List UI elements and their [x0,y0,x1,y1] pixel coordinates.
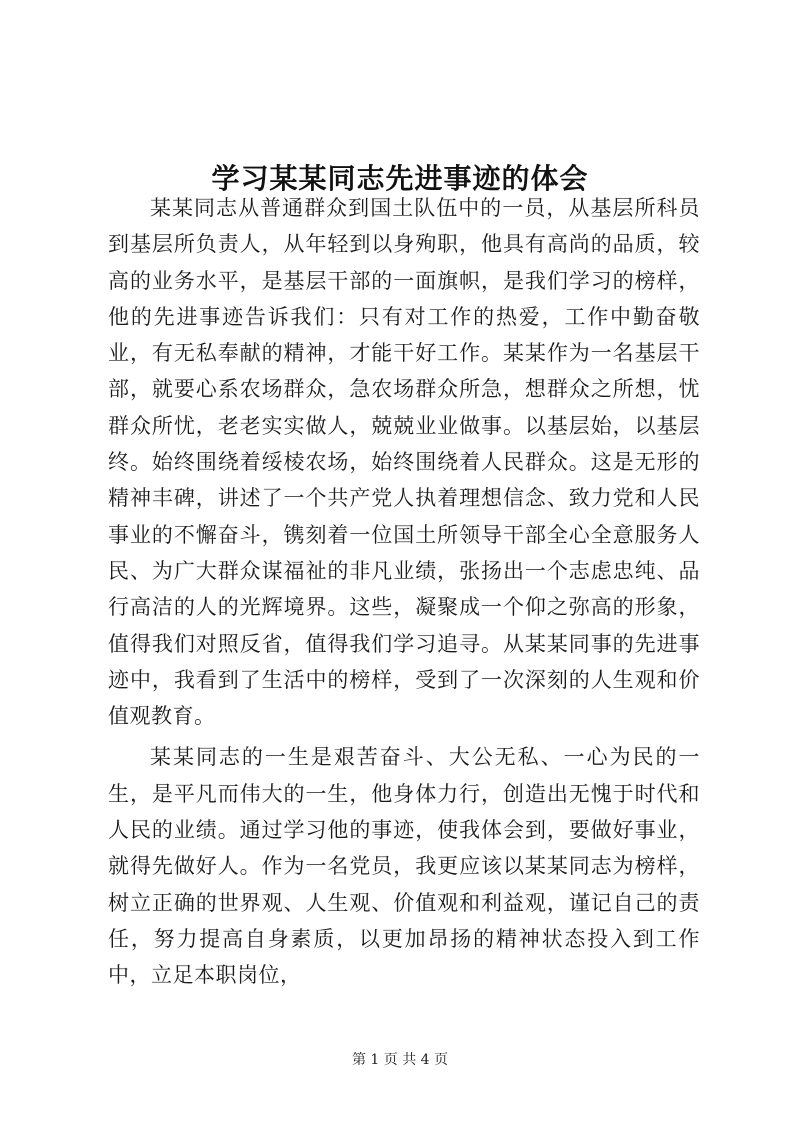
page-number-footer: 第 1 页 共 4 页 [351,1052,449,1068]
paragraph-2: 某某同志的一生是艰苦奋斗、大公无私、一心为民的一生，是平凡而伟大的一生，他身体力行，创造出无愧于时代和人民的业绩。通过学习他的事迹，使我体会到，要做好事业，就得先做好人。作为一名党员，我更应该以某某同志为榜样，树立正确的世界观、人生观、价值观和利益观，谨记自己的责任，努力提高自身素质，以更加昂扬的精神状态投入到工作中，立足本职岗位， [108,745,700,988]
paragraph-1: 某某同志从普通群众到国土队伍中的一员，从基层所科员到基层所负责人，从年轻到以身殉职，他具有高尚的品质，较高的业务水平，是基层干部的一面旗帜，是我们学习的榜样，他的先进事迹告诉我们：只有对工作的热爱，工作中勤奋敬业，有无私奉献的精神，才能干好工作。某某作为一名基层干部，就要心系农场群众，急农场群众所急，想群众之所想，忧群众所忧，老老实实做人，兢兢业业做事。以基层始，以基层终。始终围绕着绥棱农场，始终围绕着人民群众。这是无形的精神丰碑，讲述了一个共产党人执着理想信念、致力党和人民事业的不懈奋斗，镌刻着一位国土所领导干部全心全意服务人民、为广大群众谋福祉的非凡业绩，张扬出一个志虑忠纯、品行高洁的人的光辉境界。这些，凝聚成一个仰之弥高的形象，值得我们对照反省，值得我们学习追寻。从某某同事的先进事迹中，我看到了生活中的榜样，受到了一次深刻的人生观和价值观教育。 [108,196,700,729]
document-body [108,190,700,994]
page-title: 学习某某同志先进事迹的体会 [211,161,589,195]
